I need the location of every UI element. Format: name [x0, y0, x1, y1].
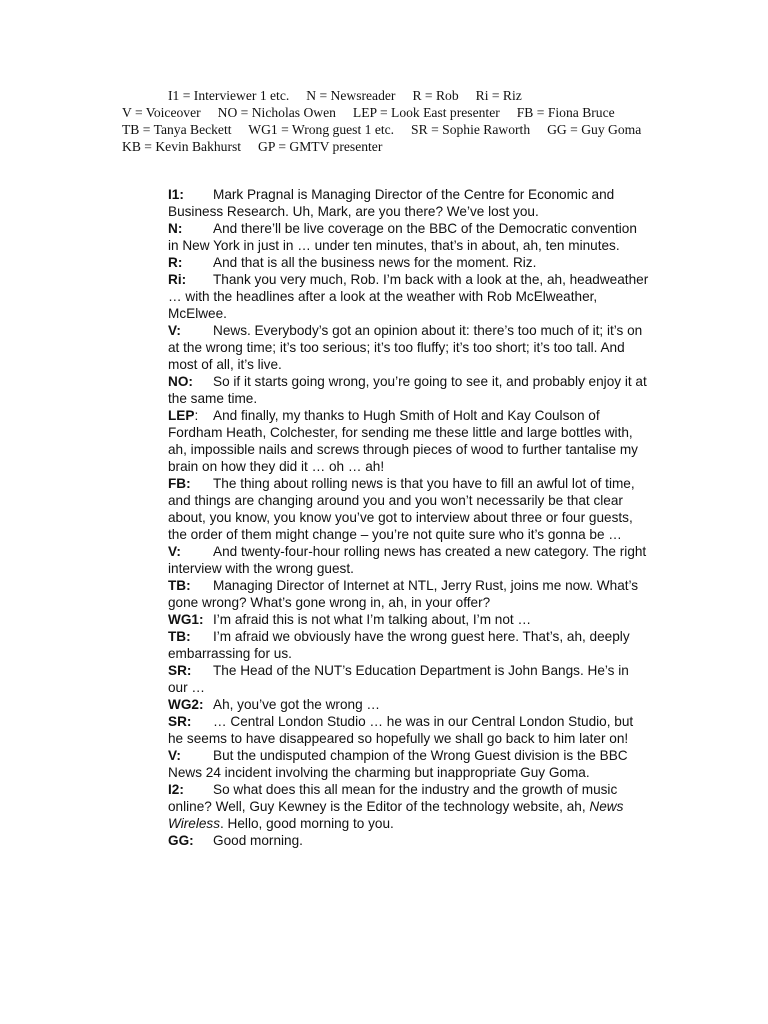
transcript — [168, 186, 650, 849]
transcript-turn — [168, 475, 650, 543]
speaker-label-name: LEP — [168, 408, 195, 423]
speaker-label: TB: — [168, 578, 191, 593]
turn-text: Ah, you’ve got the wrong … — [213, 697, 380, 712]
speaker-label: FB: — [168, 476, 191, 491]
speaker-label: SR: — [168, 663, 192, 678]
transcript-turn — [168, 373, 650, 407]
turn-text: I’m afraid we obviously have the wrong guest here. That’s, ah, deeply embarrassing for us. — [168, 629, 630, 661]
turn-text: I’m afraid this is not what I’m talking about, I’m not … — [213, 612, 532, 627]
transcript-turn — [168, 220, 650, 254]
transcript-turn — [168, 186, 650, 220]
transcript-turn — [168, 254, 650, 271]
turn-text: So if it starts going wrong, you’re going to see it, and probably enjoy it at the same time. — [168, 374, 647, 406]
turn-text-start: So what does this all mean for the industry and the growth of music online? Well, Guy Kewney is the Editor of the technology website, ah, — [168, 782, 618, 814]
transcript-turn — [168, 611, 650, 628]
publication-title: News Wireless — [168, 799, 624, 831]
legend-rest: V = Voiceover NO = Nicholas Owen LEP = Look East presenter FB = Fiona Bruce TB = Tanya Beckett WG1 = Wrong guest 1 etc. SR = Sophie Raworth GG = Guy Goma KB = Kevin Bakhurst GP = GMTV presenter — [122, 105, 659, 154]
legend-line-1: I1 = Interviewer 1 etc. N = Newsreader R = Rob Ri = Riz — [168, 88, 522, 103]
speaker-label-colon: : — [194, 408, 199, 423]
transcript-turn — [168, 271, 650, 322]
transcript-turn — [168, 713, 650, 747]
speaker-label: I2: — [168, 782, 184, 797]
turn-text: And finally, my thanks to Hugh Smith of Holt and Kay Coulson of Fordham Heath, Colchester, for sending me these little and large bottles with, ah, impossible nails and screws through pieces of wood to further tantalise my brain on how they did it … oh … ah! — [168, 408, 638, 474]
turn-text: News. Everybody’s got an opinion about it: there’s too much of it; it’s on at the wrong time; it’s too serious; it’s too fluffy; it’s too short; it’s too tall. And most of all, it’s live. — [168, 323, 643, 372]
turn-text: But the undisputed champion of the Wrong Guest division is the BBC News 24 incident involving the charming but inappropriate Guy Goma. — [168, 748, 628, 780]
speaker-label: WG1: — [168, 612, 204, 627]
turn-text-end: . Hello, good morning to you. — [220, 816, 394, 831]
turn-text: And there’ll be live coverage on the BBC of the Democratic convention in New York in just in … under ten minutes, that’s in about, ah, ten minutes. — [168, 221, 637, 253]
speaker-label — [168, 407, 213, 424]
speaker-label: GG: — [168, 833, 194, 848]
turn-text: And twenty-four-hour rolling news has created a new category. The right interview with the wrong guest. — [168, 544, 647, 576]
transcript-turn — [168, 322, 650, 373]
turn-text: The Head of the NUT’s Education Department is John Bangs. He’s in our … — [168, 663, 629, 695]
transcript-turn — [168, 628, 650, 662]
speaker-label: WG2: — [168, 697, 204, 712]
transcript-turn — [168, 543, 650, 577]
turn-text: And that is all the business news for the moment. Riz. — [213, 255, 537, 270]
speaker-label: NO: — [168, 374, 193, 389]
speaker-label: V: — [168, 544, 181, 559]
speaker-legend — [122, 87, 659, 155]
turn-text: Good morning. — [213, 833, 303, 848]
speaker-label: Ri: — [168, 272, 187, 287]
transcript-turn — [168, 832, 650, 849]
speaker-label: I1: — [168, 187, 184, 202]
transcript-turn — [168, 781, 650, 832]
speaker-label: V: — [168, 323, 181, 338]
speaker-label: TB: — [168, 629, 191, 644]
turn-text: … Central London Studio … he was in our Central London Studio, but he seems to have disappeared so hopefully we shall go back to him later on! — [168, 714, 634, 746]
turn-text: Thank you very much, Rob. I’m back with a look at the, ah, headweather … with the headlines after a look at the weather with Rob McElweather, McElwee. — [168, 272, 649, 321]
speaker-label: V: — [168, 748, 181, 763]
speaker-label: SR: — [168, 714, 192, 729]
transcript-turn — [168, 407, 650, 475]
transcript-turn — [168, 696, 650, 713]
transcript-turn — [168, 747, 650, 781]
speaker-label: N: — [168, 221, 183, 236]
turn-text: Mark Pragnal is Managing Director of the Centre for Economic and Business Research. Uh, Mark, are you there? We’ve lost you. — [168, 187, 615, 219]
turn-text: Managing Director of Internet at NTL, Jerry Rust, joins me now. What’s gone wrong? What’s gone wrong in, ah, in your offer? — [168, 578, 639, 610]
speaker-label: R: — [168, 255, 183, 270]
transcript-turn — [168, 662, 650, 696]
transcript-turn — [168, 577, 650, 611]
turn-text: The thing about rolling news is that you have to fill an awful lot of time, and things are changing around you and you won’t necessarily be that clear about, you know, you know you’ve got to interview about three or four guests, the order of them might change – you’re not quite sure who it’s gonna be … — [168, 476, 635, 542]
